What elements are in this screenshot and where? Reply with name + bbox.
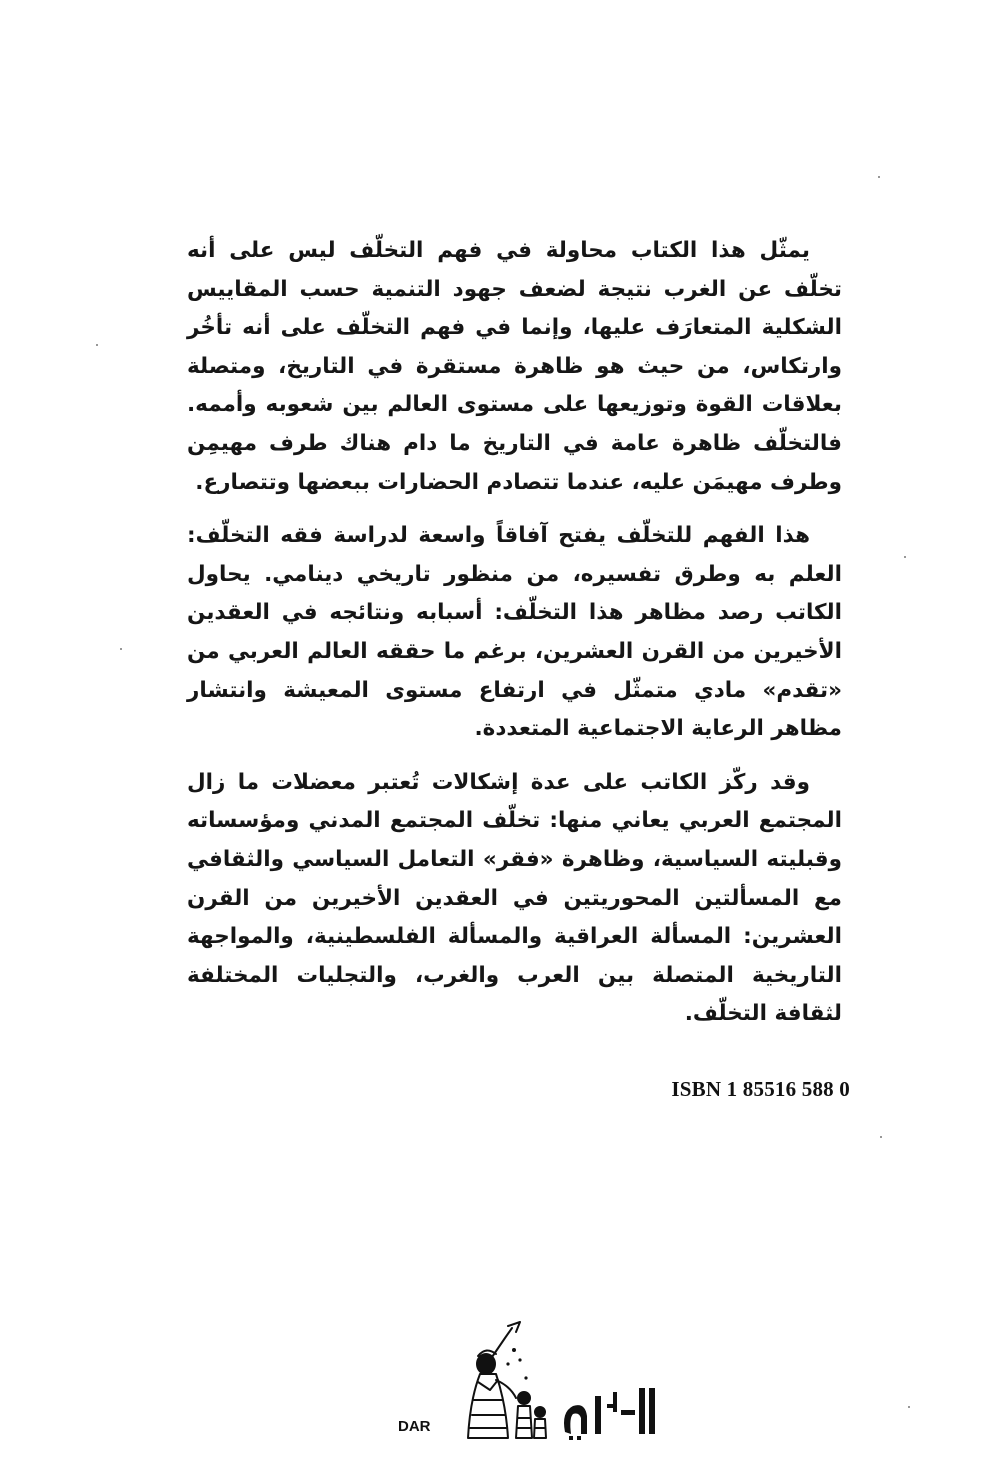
scan-speck [908, 1406, 910, 1408]
blurb-text [187, 232, 842, 1049]
publisher-logo [398, 1320, 668, 1440]
scan-speck [878, 176, 880, 178]
scan-speck [120, 648, 122, 650]
scan-speck [880, 1136, 882, 1138]
scan-speck [904, 556, 906, 558]
woman-with-children-logo-icon [450, 1320, 550, 1445]
dar-al-saqi-arabic-logotype-icon [561, 1382, 661, 1442]
isbn-number: ISBN 1 85516 588 0 [671, 1077, 850, 1101]
blurb-paragraph-3: وقد ركّز الكاتب على عدة إشكالات تُعتبر معضلات ما زال المجتمع العربي يعاني منها: تخلّف المجتمع المدني ومؤسساته وقبليته السياسية، وظاهرة «فقر» التعامل السياسي والثقافي مع المسألتين المحوريتين في العقدين الأخيرين من القرن العشرين: المسألة العراقية والمسألة الفلسطينية، والمواجهة التاريخية المتصلة بين العرب والغرب، والتجليات المختلفة لثقافة التخلّف. [187, 769, 842, 1027]
publisher-latin-name: DAR [398, 1418, 431, 1435]
scan-speck [96, 344, 98, 346]
blurb-paragraph-1: يمثّل هذا الكتاب محاولة في فهم التخلّف ليس على أنه تخلّف عن الغرب نتيجة لضعف جهود التنمية حسب المقاييس الشكلية المتعارَف عليها، وإنما في فهم التخلّف على أنه تأخُر وارتكاس، من حيث هو ظاهرة مستقرة في التاريخ، ومتصلة بعلاقات القوة وتوزيعها على مستوى العالم بين شعوبه وأممه. فالتخلّف ظاهرة عامة في التاريخ ما دام هناك طرف مهيمِن وطرف مهيمَن عليه، عندما تتصادم الحضارات ببعضها وتتصارع. [187, 238, 842, 495]
blurb-paragraph-2: هذا الفهم للتخلّف يفتح آفاقاً واسعة لدراسة فقه التخلّف: العلم به وطرق تفسيره، من منظور تاريخي دينامي. يحاول الكاتب رصد مظاهر هذا التخلّف: أسبابه ونتائجه في العقدين الأخيرين من القرن العشرين، برغم ما حققه العالم العربي من «تقدم» مادي متمثّل في ارتفاع مستوى المعيشة وانتشار مظاهر الرعاية الاجتماعية المتعددة. [187, 523, 842, 742]
